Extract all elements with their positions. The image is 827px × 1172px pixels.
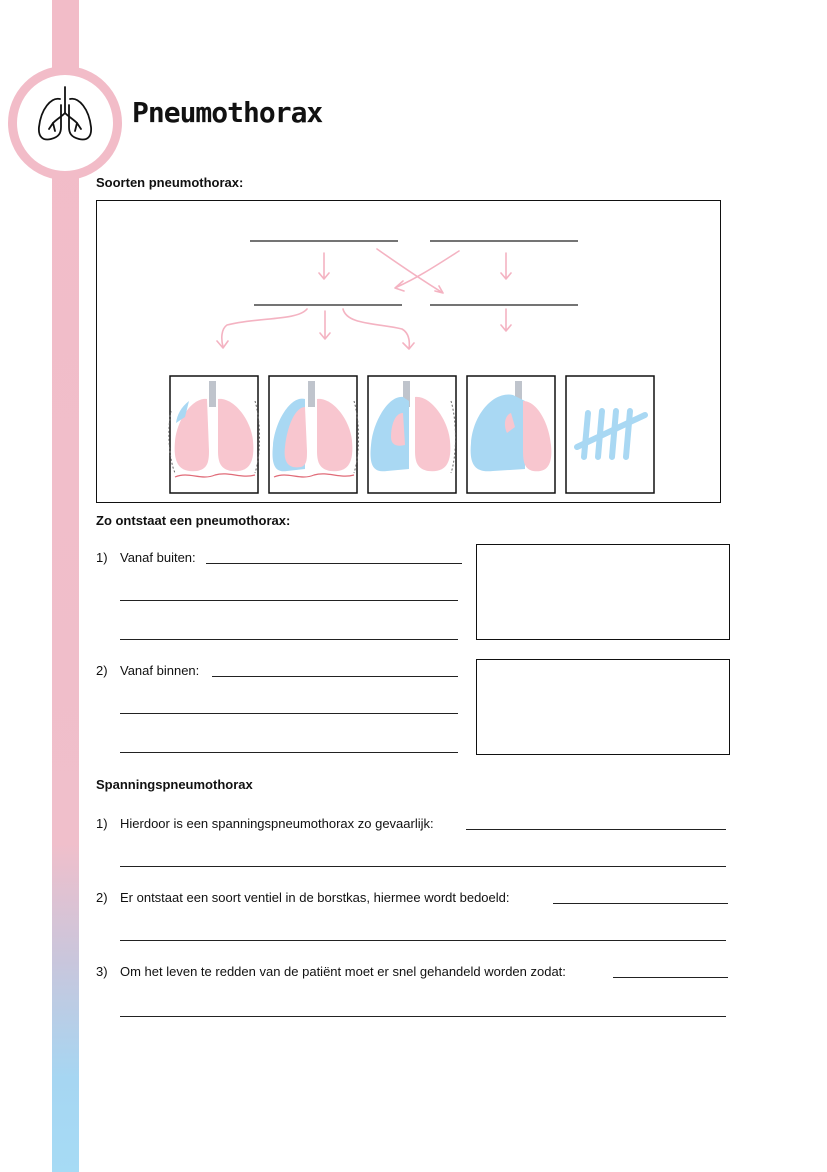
- item-number: 1): [96, 550, 108, 565]
- drawing-box-inside[interactable]: [476, 659, 730, 755]
- lung-panel-4: [467, 376, 555, 493]
- item-label: Om het leven te redden van de patiënt moet er snel gehandeld worden zodat:: [120, 964, 566, 979]
- item-number: 2): [96, 890, 108, 905]
- types-diagram: [96, 200, 721, 503]
- arrow-cross-1: [377, 249, 443, 293]
- lung-panel-3: [368, 376, 456, 493]
- item-number: 1): [96, 816, 108, 831]
- arrow-down-1: [319, 253, 329, 279]
- item-number: 3): [96, 964, 108, 979]
- answer-line-outside-3[interactable]: [120, 639, 458, 640]
- item-label: Vanaf binnen:: [120, 663, 200, 678]
- answer-line-inside-3[interactable]: [120, 752, 458, 753]
- arrow-down-2: [501, 253, 511, 279]
- arrow-branch-left: [217, 309, 307, 348]
- lungs-icon: [33, 83, 97, 147]
- arrow-cross-2: [395, 251, 459, 291]
- answer-line-tension-2b[interactable]: [120, 940, 726, 941]
- logo-badge: [8, 66, 122, 180]
- answer-line-inside-1[interactable]: [212, 676, 458, 677]
- item-label: Vanaf buiten:: [120, 550, 196, 565]
- section-heading-tension: Spanningspneumothorax: [96, 777, 253, 792]
- answer-line-tension-2a[interactable]: [553, 903, 728, 904]
- drawing-box-outside[interactable]: [476, 544, 730, 640]
- answer-line-tension-1b[interactable]: [120, 866, 726, 867]
- page-title: Pneumothorax: [132, 96, 323, 129]
- section-heading-types: Soorten pneumothorax:: [96, 175, 244, 190]
- item-number: 2): [96, 663, 108, 678]
- section-heading-origin: Zo ontstaat een pneumothorax:: [96, 513, 291, 528]
- item-label: Hierdoor is een spanningspneumothorax zo gevaarlijk:: [120, 816, 434, 831]
- arrow-branch-right: [343, 309, 414, 349]
- arrow-branch-middle: [320, 311, 330, 339]
- answer-line-tension-1a[interactable]: [466, 829, 726, 830]
- answer-line-tension-3a[interactable]: [613, 977, 728, 978]
- lung-panel-1: [169, 376, 260, 493]
- answer-line-outside-1[interactable]: [206, 563, 462, 564]
- lung-panel-5-tally: [566, 376, 654, 493]
- types-diagram-drawing: [97, 201, 719, 501]
- lung-panel-2: [269, 376, 359, 493]
- item-label: Er ontstaat een soort ventiel in de borstkas, hiermee wordt bedoeld:: [120, 890, 510, 905]
- answer-line-inside-2[interactable]: [120, 713, 458, 714]
- arrow-down-3: [501, 309, 511, 331]
- answer-line-tension-3b[interactable]: [120, 1016, 726, 1017]
- answer-line-outside-2[interactable]: [120, 600, 458, 601]
